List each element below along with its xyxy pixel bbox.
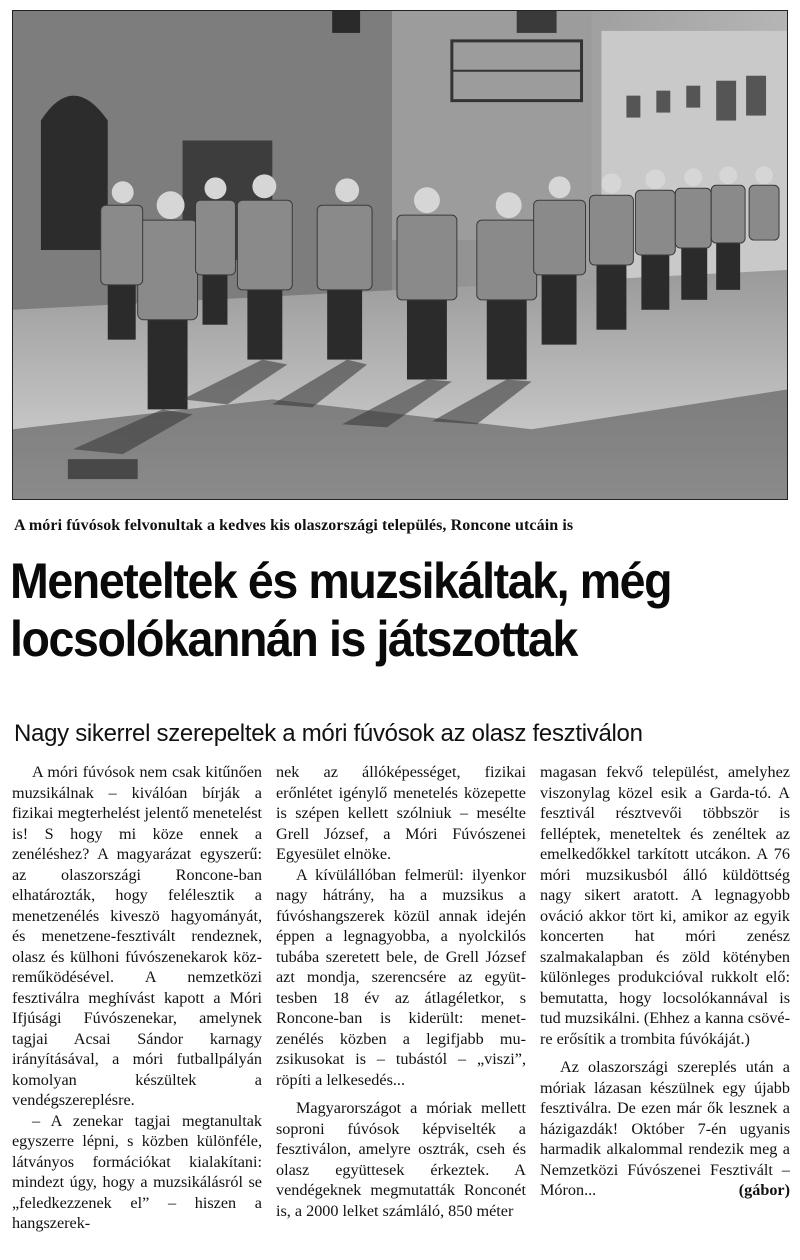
headline-line-2: locsolókannán is játszottak	[10, 611, 577, 667]
paragraph: – A zenekar tagjai megtanultak egyszerre lépni, s közben különféle, látványos formációkat kialakítani: mindezt úgy, hogy a muzsikálásról se „feledkezzenek el” – hiszen a hangszerek-	[12, 1111, 262, 1232]
article-column-2	[276, 762, 526, 1254]
headline-line-1: Meneteltek és muzsikáltak, még	[10, 553, 672, 609]
headline	[10, 552, 740, 668]
paragraph: A móri fúvósok nem csak kitűnően muzsikálnak – kiválóan bírják a fizikai megterhelést jelentő menetelést is! S hogy mi köze ennek a zenéléshez? A magyarázat egyszerű: az olaszországi Roncone-ban elhatározták, hogy felélesztik a menetzenélés kiveszö hagyományát, és menetzene-fesztivált rendeznek, olasz és külhoni fúvószenekarok közreműködésével. A nemzetközi fesztiválra meghívást kapott a Móri Ifjúsági Fúvószenekar, amelynek tagjai Acsai Sándor karnagy irányításával, a móri futballpályán komolyan készültek a vendégszereplésre.	[12, 763, 262, 1109]
paragraph: nek az állóképességet, fizikai erőnlétet igénylő menetelés közepette is szépen kellett szólniuk – mesélte Grell József, a Móri Fúvószenei Egyesület elnöke.	[276, 763, 526, 863]
article-column-3	[540, 762, 790, 1254]
paragraph-text: Az olaszországi szereplés után a móriak lázasan készülnek egy újabb fesztiválra. De ezen már ők lesznek a házigazdák! Október 7-én ugyanis harmadik alkalommal rendezik meg a Nemzetközi Fúvószenei Fesztivált – Móron...	[540, 1058, 790, 1199]
author-signature: (gábor)	[738, 1181, 790, 1199]
article-column-1	[12, 762, 262, 1254]
paragraph: A kívülállóban felmerül: ilyenkor nagy hátrány, ha a muzsikus a fúvóshangszerek közül annak idején éppen a legnagyobba, a nyolckilós tubába szeretett bele, de Grell József azt mondja, szerencsére az együttesben 18 év az átlagéletkor, s Roncone-ban is kiderült: menetzenélés közben a legifjabb muzsikusokat is – tubástól – „viszi”, röpíti a lelkesedés...	[276, 865, 526, 1089]
paragraph: magasan fekvő települést, amelyhez viszonylag közel esik a Garda-tó. A fesztivál résztvevői többször is felléptek, meneteltek és zenéltek az emelkedőkkel tarkított utcákon. A 76 móri muzsikusból álló küldöttség nagy sikert aratott. A legnagyobb ováció akkor tört ki, amikor az egyik koncerten hat móri zenész szalmakalapban és zöld kötényben különleges produkcióval rukkolt elő: bemutatta, hogy locsolókannával is tud muzsikálni. (Ehhez a kanna csövére erősítik a trombita fúvókáját.)	[540, 763, 790, 1048]
band-march-photo	[13, 11, 787, 499]
paragraph: Magyarországot a móriak mellett soproni fúvósok képviselték a fesztiválon, amelyre osztrák, cseh és olasz együttesek érkeztek. A vendégeknek megmutatták Ronconét is, a 2000 lelket számláló, 850 méter	[276, 1099, 526, 1220]
photo-caption: A móri fúvósok felvonultak a kedves kis olaszországi település, Roncone utcáin is	[14, 517, 574, 534]
article-body	[12, 762, 790, 1254]
paragraph	[540, 1057, 790, 1201]
article-photo	[12, 10, 788, 500]
subheadline: Nagy sikerrel szerepeltek a móri fúvósok az olasz fesztiválon	[14, 720, 643, 747]
